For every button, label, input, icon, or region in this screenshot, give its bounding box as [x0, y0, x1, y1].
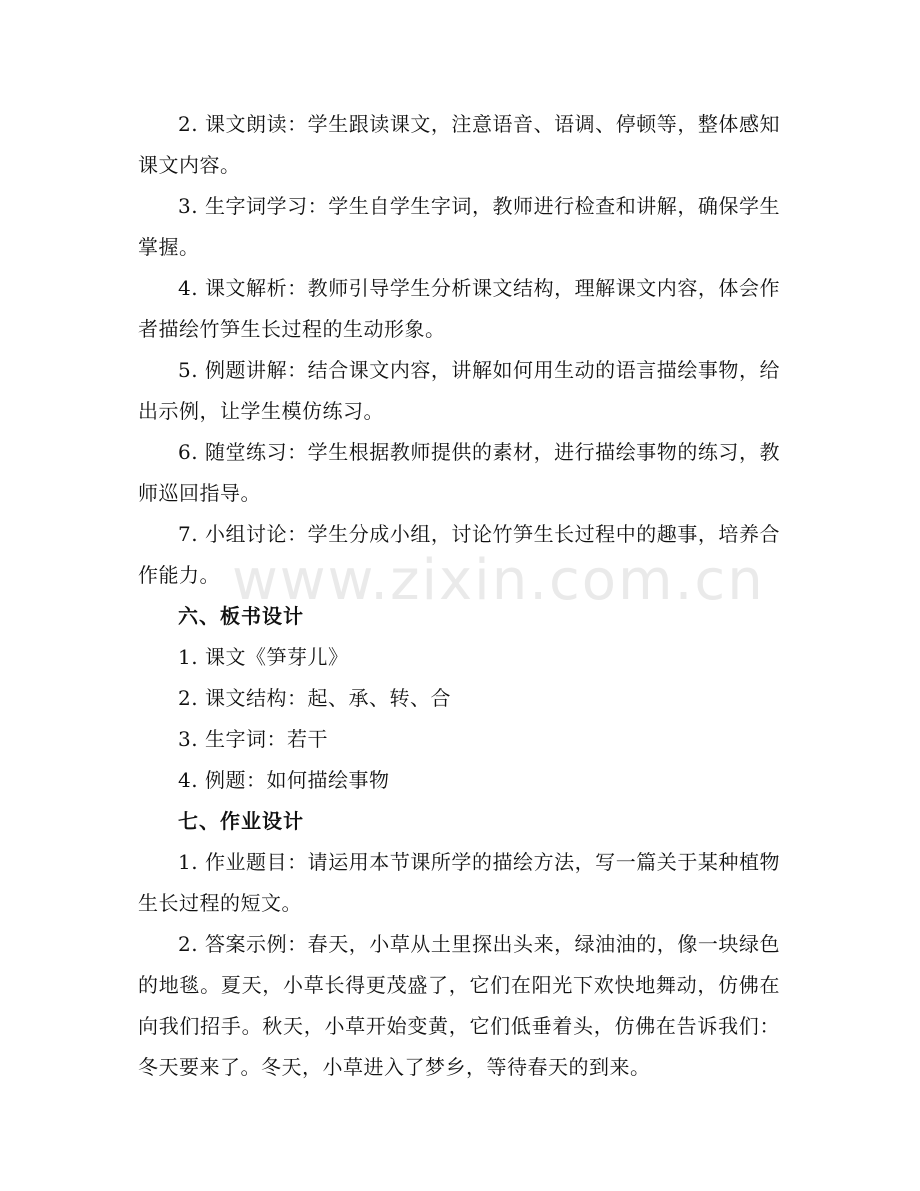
- document-body: [138, 104, 780, 1088]
- list-item: 2. 答案示例：春天，小草从土里探出头来，绿油油的，像一块绿色的地毯。夏天，小草长得更茂盛了，它们在阳光下欢快地舞动，仿佛在向我们招手。秋天，小草开始变黄，它们低垂着头，仿佛在告诉我们：冬天要来了。冬天，小草进入了梦乡，等待春天的到来。: [138, 932, 780, 1079]
- list-item: 4. 例题：如何描绘事物: [178, 768, 390, 792]
- list-item: 2. 课文朗读：学生跟读课文，注意语音、语调、停顿等，整体感知课文内容。: [138, 112, 780, 177]
- list-item: 7. 小组讨论：学生分成小组，讨论竹笋生长过程中的趣事，培养合作能力。: [138, 522, 780, 587]
- list-item: 6. 随堂练习：学生根据教师提供的素材，进行描绘事物的练习，教师巡回指导。: [138, 440, 780, 505]
- list-item: 3. 生字词学习：学生自学生字词，教师进行检查和讲解，确保学生掌握。: [138, 194, 780, 259]
- list-item: 3. 生字词：若干: [178, 727, 328, 751]
- list-item: 5. 例题讲解：结合课文内容，讲解如何用生动的语言描绘事物，给出示例，让学生模仿练习。: [138, 358, 780, 423]
- section-heading-board-design: 六、板书设计: [178, 604, 304, 628]
- list-item: 1. 作业题目：请运用本节课所学的描绘方法，写一篇关于某种植物生长过程的短文。: [138, 850, 780, 915]
- list-item: 2. 课文结构：起、承、转、合: [178, 686, 451, 710]
- section-heading-homework-design: 七、作业设计: [178, 809, 304, 833]
- watermark: www.zixin.com.cn: [232, 548, 765, 613]
- list-item: 4. 课文解析：教师引导学生分析课文结构，理解课文内容，体会作者描绘竹笋生长过程的生动形象。: [138, 276, 780, 341]
- list-item: 1. 课文《笋芽儿》: [178, 645, 349, 669]
